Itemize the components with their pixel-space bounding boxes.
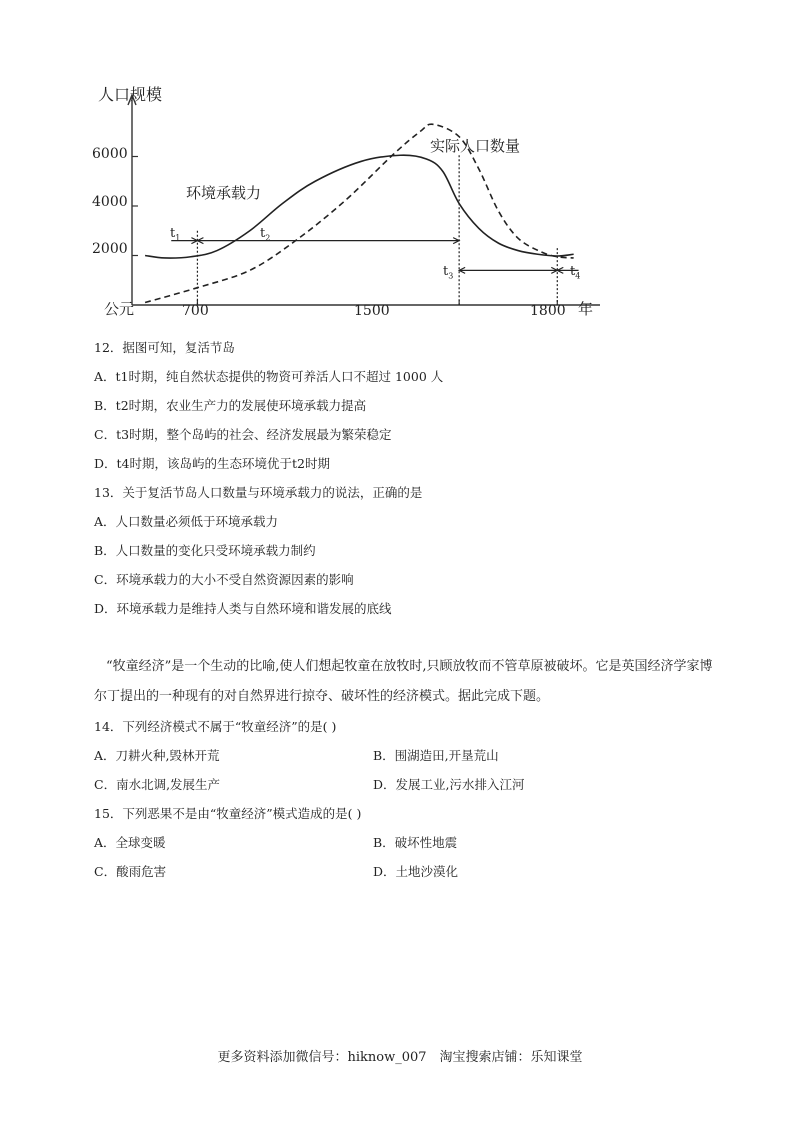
question-13-option-b: B．人口数量的变化只受环境承载力制约 [94,543,316,558]
t2-label: $t_2$ [260,226,271,243]
t4-label: $t_4$ [570,264,581,281]
question-15-option-d: D．土地沙漠化 [373,864,459,879]
question-13-option-a: A．人口数量必须低于环境承载力 [94,514,279,529]
question-12-option-b: B．t2时期，农业生产力的发展使环境承载力提高 [94,398,367,413]
actual-population-label: 实际人口数量 [430,137,521,155]
question-13-option-c: C．环境承载力的大小不受自然资源因素的影响 [94,572,354,587]
chart-svg [90,85,610,325]
question-14-option-a: A．刀耕火种,毁林开荒 [94,748,220,763]
question-14-option-d: D．发展工业,污水排入江河 [373,777,525,792]
question-13-option-d: D．环境承载力是维持人类与自然环境和谐发展的底线 [94,601,392,616]
question-13-stem: 13．关于复活节岛人口数量与环境承载力的说法，正确的是 [94,485,423,500]
passage-paragraph: “牧童经济”是一个生动的比喻,使人们想起牧童在放牧时,只顾放牧而不管草原被破坏。它是英国经济学家博尔丁提出的一种现有的对自然界进行掠夺、破坏性的经济模式。据此完成下题。 [94,659,713,704]
x-origin-label: 公元 [104,300,135,318]
question-14-stem: 14．下列经济模式不属于“牧童经济”的是( ) [94,719,337,734]
question-14-option-c: C．南水北调,发展生产 [94,777,221,792]
question-12-option-c: C．t3时期，整个岛屿的社会、经济发展最为繁荣稳定 [94,427,392,442]
y-tick-label: 4000 [92,194,128,210]
question-15-option-b: B．破坏性地震 [373,835,458,850]
footer-contact: 更多资料添加微信号：hiknow_007 淘宝搜索店铺：乐知课堂 [217,1050,583,1065]
x-tick-label: 700 [182,303,209,319]
y-tick-label: 2000 [92,241,128,257]
x-tick-label: 1800 [530,303,566,319]
question-12-option-d: D．t4时期，该岛屿的生态环境优于t2时期 [94,456,330,471]
t1-label: $t_1$ [170,226,181,243]
question-12-option-a: A．t1时期，纯自然状态提供的物资可养活人口不超过 1000 人 [94,369,444,384]
question-14-option-b: B．围湖造田,开垦荒山 [373,748,499,763]
question-15-stem: 15．下列恶果不是由“牧童经济”模式造成的是( ) [94,806,362,821]
x-tick-label: 1500 [354,303,390,319]
y-axis-label: 人口规模 [98,85,163,104]
question-15-option-a: A．全球变暖 [94,835,166,850]
carrying-capacity-label: 环境承载力 [186,184,262,202]
question-15-option-c: C．酸雨危害 [94,864,167,879]
x-axis-label: 年 [578,300,594,318]
y-tick-label: 6000 [92,146,128,162]
t3-label: $t_3$ [443,264,454,281]
population-chart [90,85,610,325]
carrying-capacity-line [145,155,574,258]
question-12-stem: 12．据图可知，复活节岛 [94,340,235,355]
